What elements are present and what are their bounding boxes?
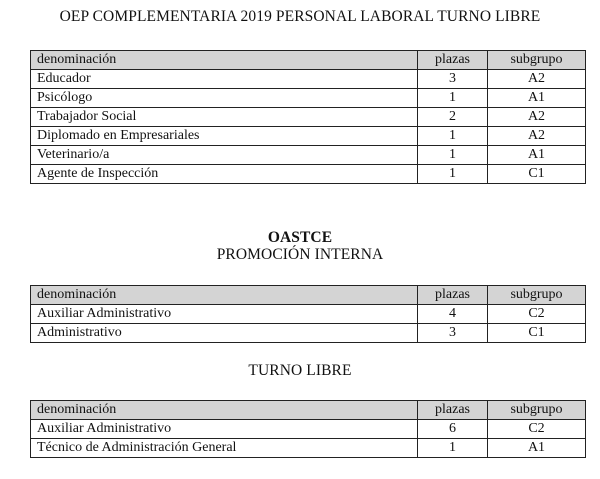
table-header-row bbox=[31, 286, 586, 305]
cell-plazas: 2 bbox=[418, 108, 488, 127]
cell-plazas: 1 bbox=[418, 127, 488, 146]
cell-denominacion: Auxiliar Administrativo bbox=[31, 420, 418, 439]
cell-plazas: 1 bbox=[418, 146, 488, 165]
cell-denominacion: Agente de Inspección bbox=[31, 165, 418, 184]
table-row bbox=[31, 420, 586, 439]
cell-plazas: 1 bbox=[418, 439, 488, 458]
header-subgrupo: subgrupo bbox=[488, 51, 586, 70]
header-plazas: plazas bbox=[418, 401, 488, 420]
header-subgrupo: subgrupo bbox=[488, 286, 586, 305]
cell-subgrupo: A2 bbox=[488, 127, 586, 146]
cell-denominacion: Veterinario/a bbox=[31, 146, 418, 165]
header-denominacion: denominación bbox=[31, 286, 418, 305]
table-header-row bbox=[31, 51, 586, 70]
cell-denominacion: Educador bbox=[31, 70, 418, 89]
cell-denominacion: Auxiliar Administrativo bbox=[31, 305, 418, 324]
cell-subgrupo: C1 bbox=[488, 165, 586, 184]
header-plazas: plazas bbox=[418, 51, 488, 70]
table-personal-laboral bbox=[30, 50, 586, 184]
cell-subgrupo: C2 bbox=[488, 420, 586, 439]
table-header-row bbox=[31, 401, 586, 420]
cell-denominacion: Trabajador Social bbox=[31, 108, 418, 127]
header-denominacion: denominación bbox=[31, 51, 418, 70]
cell-subgrupo: C1 bbox=[488, 324, 586, 343]
cell-subgrupo: A2 bbox=[488, 70, 586, 89]
table-row bbox=[31, 305, 586, 324]
table-row bbox=[31, 439, 586, 458]
table-turno-libre bbox=[30, 400, 586, 458]
table-row bbox=[31, 89, 586, 108]
table-row bbox=[31, 146, 586, 165]
cell-subgrupo: A1 bbox=[488, 439, 586, 458]
header-denominacion: denominación bbox=[31, 401, 418, 420]
table-row bbox=[31, 324, 586, 343]
cell-subgrupo: A1 bbox=[488, 89, 586, 108]
table-row bbox=[31, 70, 586, 89]
header-subgrupo: subgrupo bbox=[488, 401, 586, 420]
cell-subgrupo: A2 bbox=[488, 108, 586, 127]
cell-denominacion: Psicólogo bbox=[31, 89, 418, 108]
cell-plazas: 6 bbox=[418, 420, 488, 439]
table-row bbox=[31, 108, 586, 127]
section-subtitle-promocion-interna: PROMOCIÓN INTERNA bbox=[216, 246, 384, 263]
cell-subgrupo: A1 bbox=[488, 146, 586, 165]
section-title-turno-libre: TURNO LIBRE bbox=[248, 362, 352, 379]
table-promocion-interna bbox=[30, 285, 586, 343]
cell-denominacion: Técnico de Administración General bbox=[31, 439, 418, 458]
table-row bbox=[31, 127, 586, 146]
cell-plazas: 1 bbox=[418, 165, 488, 184]
cell-subgrupo: C2 bbox=[488, 305, 586, 324]
table-row bbox=[31, 165, 586, 184]
cell-plazas: 3 bbox=[418, 70, 488, 89]
cell-plazas: 1 bbox=[418, 89, 488, 108]
cell-denominacion: Diplomado en Empresariales bbox=[31, 127, 418, 146]
cell-denominacion: Administrativo bbox=[31, 324, 418, 343]
section-title-oastce: OASTCE bbox=[267, 229, 333, 246]
page-title: OEP COMPLEMENTARIA 2019 PERSONAL LABORAL TURNO LIBRE bbox=[59, 8, 541, 25]
header-plazas: plazas bbox=[418, 286, 488, 305]
cell-plazas: 4 bbox=[418, 305, 488, 324]
cell-plazas: 3 bbox=[418, 324, 488, 343]
